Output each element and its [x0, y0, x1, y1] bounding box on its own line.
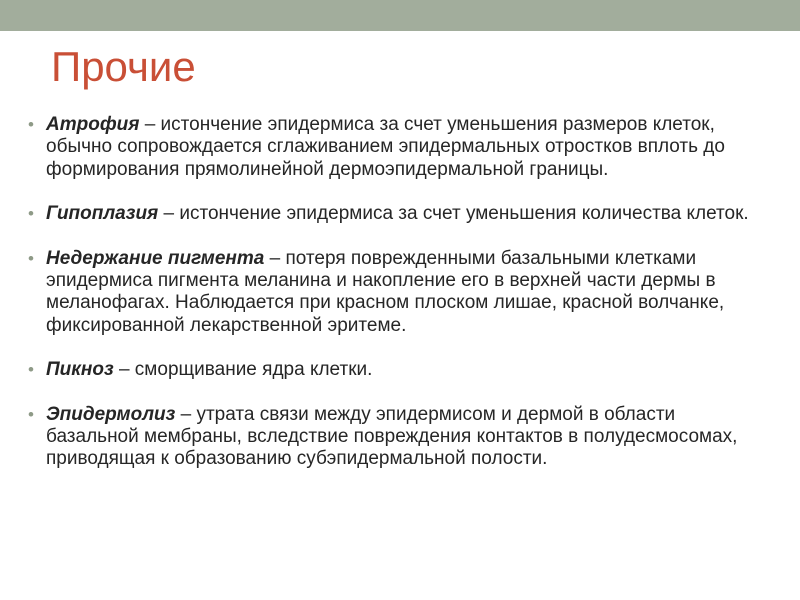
bullet-icon: •	[28, 204, 34, 224]
term-definition: – утрата связи между эпидермисом и дермой в области базальной мембраны, вследствие повреждения контактов в полудесмосомах, приводящая к образованию субэпидермальной полости.	[46, 403, 738, 470]
list-item-atrophy	[28, 114, 773, 181]
term-definition: – сморщивание ядра клетки.	[113, 359, 373, 381]
term-label: Недержание пигмента	[46, 247, 265, 269]
bullet-icon: •	[28, 248, 34, 268]
list-item-epidermolysis	[28, 404, 773, 471]
bullet-list	[28, 114, 773, 493]
term-label: Эпидермолиз	[46, 403, 176, 425]
term-label: Пикноз	[46, 359, 114, 381]
list-item-hypoplasia	[28, 203, 773, 225]
term-definition: – истончение эпидермиса за счет уменьшения количества клеток.	[158, 203, 749, 225]
bullet-icon: •	[28, 115, 34, 134]
term-label: Гипоплазия	[46, 203, 159, 225]
list-item-pigment-incontinence	[28, 248, 773, 338]
term-label: Атрофия	[46, 114, 140, 135]
term-definition: – потеря поврежденными базальными клетками эпидермиса пигмента меланина и накопление его в верхней части дермы в меланофагах. Наблюдается при красном плоском лишае, красной волчанке, фиксированной лекарственной эритеме.	[46, 247, 725, 336]
term-definition: – истончение эпидермиса за счет уменьшения размеров клеток, обычно сопровождается сглаживанием эпидермальных отростков вплоть до формирования прямолинейной дермоэпидермальной границы.	[46, 114, 725, 180]
bullet-icon: •	[28, 360, 34, 380]
slide-title: Прочие	[51, 43, 196, 90]
bullet-icon: •	[28, 404, 34, 424]
list-item-pyknosis	[28, 359, 773, 381]
top-decorative-bar	[0, 0, 800, 31]
